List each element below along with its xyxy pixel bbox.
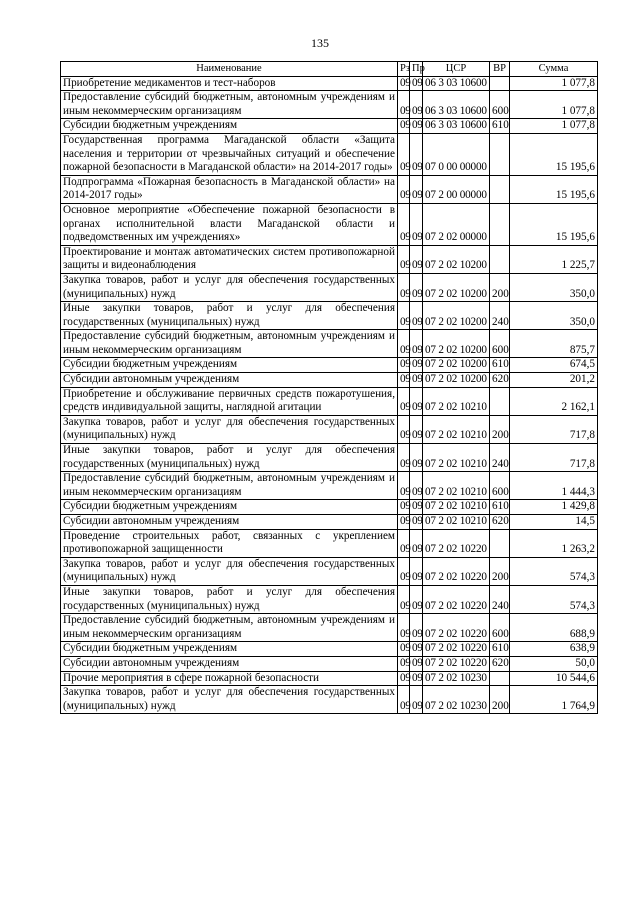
table-row <box>61 175 598 203</box>
row-vr-cell: 610 <box>490 358 510 373</box>
row-sum-cell: 1 077,8 <box>510 91 598 119</box>
table-row <box>61 515 598 530</box>
row-name-cell: Прочие мероприятия в сфере пожарной безопасности <box>61 671 398 686</box>
row-pr-cell: 09 <box>410 373 423 388</box>
row-name-cell: Предоставление субсидий бюджетным, автономным учреждениям и иным некоммерческим организациям <box>61 330 398 358</box>
table-row <box>61 358 598 373</box>
row-sum-cell: 350,0 <box>510 302 598 330</box>
row-rz-cell: 09 <box>398 472 410 500</box>
header-name: Наименование <box>61 62 398 77</box>
table-row <box>61 656 598 671</box>
row-vr-cell: 200 <box>490 273 510 301</box>
table-row <box>61 91 598 119</box>
row-csr-cell: 07 2 02 10210 <box>423 444 490 472</box>
row-sum-cell: 1 077,8 <box>510 119 598 134</box>
row-vr-cell: 610 <box>490 119 510 134</box>
row-vr-cell <box>490 203 510 245</box>
table-header-row <box>61 62 598 77</box>
row-rz-cell: 09 <box>398 387 410 415</box>
row-pr-cell: 09 <box>410 614 423 642</box>
row-rz-cell: 09 <box>398 686 410 714</box>
budget-table <box>60 61 598 714</box>
table-row <box>61 415 598 443</box>
row-rz-cell: 09 <box>398 203 410 245</box>
row-csr-cell: 07 2 02 10210 <box>423 472 490 500</box>
row-vr-cell: 620 <box>490 373 510 388</box>
row-vr-cell: 240 <box>490 302 510 330</box>
table-row <box>61 373 598 388</box>
row-sum-cell: 1 077,8 <box>510 76 598 91</box>
row-name-cell: Закупка товаров, работ и услуг для обеспечения государственных (муниципальных) нужд <box>61 415 398 443</box>
row-pr-cell: 09 <box>410 515 423 530</box>
row-vr-cell: 610 <box>490 642 510 657</box>
row-sum-cell: 1 263,2 <box>510 529 598 557</box>
row-name-cell: Государственная программа Магаданской области «Защита населения и территории от чрезвычайных ситуаций и обеспечение пожарной безопасности в Магаданской области» на 2014-2017 годы» <box>61 133 398 175</box>
row-rz-cell: 09 <box>398 656 410 671</box>
header-sum: Сумма <box>510 62 598 77</box>
row-csr-cell: 06 3 03 10600 <box>423 119 490 134</box>
row-name-cell: Субсидии бюджетным учреждениям <box>61 119 398 134</box>
row-rz-cell: 09 <box>398 133 410 175</box>
row-name-cell: Приобретение медикаментов и тест-наборов <box>61 76 398 91</box>
row-csr-cell: 07 2 02 10200 <box>423 273 490 301</box>
row-pr-cell: 09 <box>410 330 423 358</box>
row-pr-cell: 09 <box>410 203 423 245</box>
row-sum-cell: 10 544,6 <box>510 671 598 686</box>
row-name-cell: Проектирование и монтаж автоматических систем противопожарной защиты и видеонаблюдения <box>61 245 398 273</box>
row-rz-cell: 09 <box>398 614 410 642</box>
row-csr-cell: 07 2 02 10200 <box>423 302 490 330</box>
row-pr-cell: 09 <box>410 273 423 301</box>
row-sum-cell: 674,5 <box>510 358 598 373</box>
row-rz-cell: 09 <box>398 273 410 301</box>
row-csr-cell: 06 3 03 10600 <box>423 91 490 119</box>
row-rz-cell: 09 <box>398 642 410 657</box>
row-rz-cell: 09 <box>398 500 410 515</box>
row-csr-cell: 07 2 02 10210 <box>423 387 490 415</box>
row-csr-cell: 07 0 00 00000 <box>423 133 490 175</box>
row-pr-cell: 09 <box>410 387 423 415</box>
row-csr-cell: 07 2 02 10200 <box>423 358 490 373</box>
row-csr-cell: 07 2 02 10220 <box>423 614 490 642</box>
row-pr-cell: 09 <box>410 585 423 613</box>
row-rz-cell: 09 <box>398 330 410 358</box>
row-sum-cell: 875,7 <box>510 330 598 358</box>
row-csr-cell: 07 2 02 10210 <box>423 500 490 515</box>
row-rz-cell: 09 <box>398 91 410 119</box>
table-row <box>61 585 598 613</box>
table-row <box>61 686 598 714</box>
header-pr: Пр <box>410 62 423 77</box>
row-name-cell: Субсидии бюджетным учреждениям <box>61 500 398 515</box>
row-pr-cell: 09 <box>410 642 423 657</box>
row-rz-cell: 09 <box>398 557 410 585</box>
row-sum-cell: 15 195,6 <box>510 133 598 175</box>
row-rz-cell: 09 <box>398 515 410 530</box>
row-csr-cell: 07 2 02 10220 <box>423 642 490 657</box>
table-row <box>61 472 598 500</box>
row-sum-cell: 201,2 <box>510 373 598 388</box>
row-csr-cell: 07 2 02 10200 <box>423 373 490 388</box>
row-pr-cell: 09 <box>410 175 423 203</box>
row-sum-cell: 717,8 <box>510 415 598 443</box>
page-number: 135 <box>311 36 329 50</box>
row-sum-cell: 574,3 <box>510 557 598 585</box>
row-pr-cell: 09 <box>410 472 423 500</box>
row-csr-cell: 07 2 02 10220 <box>423 529 490 557</box>
row-name-cell: Закупка товаров, работ и услуг для обеспечения государственных (муниципальных) нужд <box>61 686 398 714</box>
row-pr-cell: 09 <box>410 245 423 273</box>
row-pr-cell: 09 <box>410 529 423 557</box>
row-sum-cell: 2 162,1 <box>510 387 598 415</box>
row-vr-cell: 610 <box>490 500 510 515</box>
row-pr-cell: 09 <box>410 656 423 671</box>
row-name-cell: Предоставление субсидий бюджетным, автономным учреждениям и иным некоммерческим организациям <box>61 614 398 642</box>
row-name-cell: Иные закупки товаров, работ и услуг для обеспечения государственных (муниципальных) нужд <box>61 302 398 330</box>
row-csr-cell: 07 2 02 10200 <box>423 330 490 358</box>
row-rz-cell: 09 <box>398 585 410 613</box>
row-vr-cell: 240 <box>490 444 510 472</box>
row-name-cell: Закупка товаров, работ и услуг для обеспечения государственных (муниципальных) нужд <box>61 557 398 585</box>
row-rz-cell: 09 <box>398 529 410 557</box>
header-vr: ВР <box>490 62 510 77</box>
row-rz-cell: 09 <box>398 302 410 330</box>
row-sum-cell: 50,0 <box>510 656 598 671</box>
row-csr-cell: 06 3 03 10600 <box>423 76 490 91</box>
row-rz-cell: 09 <box>398 119 410 134</box>
row-vr-cell: 620 <box>490 656 510 671</box>
row-vr-cell <box>490 245 510 273</box>
row-sum-cell: 574,3 <box>510 585 598 613</box>
table-row <box>61 529 598 557</box>
row-vr-cell <box>490 529 510 557</box>
row-rz-cell: 09 <box>398 444 410 472</box>
row-csr-cell: 07 2 02 10220 <box>423 585 490 613</box>
row-pr-cell: 09 <box>410 557 423 585</box>
row-name-cell: Предоставление субсидий бюджетным, автономным учреждениям и иным некоммерческим организациям <box>61 91 398 119</box>
row-csr-cell: 07 2 02 10230 <box>423 671 490 686</box>
row-pr-cell: 09 <box>410 302 423 330</box>
row-sum-cell: 688,9 <box>510 614 598 642</box>
table-row <box>61 557 598 585</box>
table-row <box>61 444 598 472</box>
table-row <box>61 302 598 330</box>
row-csr-cell: 07 2 02 10200 <box>423 245 490 273</box>
table-body <box>61 76 598 714</box>
row-csr-cell: 07 2 02 10220 <box>423 656 490 671</box>
row-csr-cell: 07 2 02 10210 <box>423 415 490 443</box>
row-sum-cell: 1 444,3 <box>510 472 598 500</box>
row-pr-cell: 09 <box>410 415 423 443</box>
row-rz-cell: 09 <box>398 373 410 388</box>
row-rz-cell: 09 <box>398 175 410 203</box>
row-name-cell: Предоставление субсидий бюджетным, автономным учреждениям и иным некоммерческим организациям <box>61 472 398 500</box>
row-pr-cell: 09 <box>410 91 423 119</box>
row-sum-cell: 638,9 <box>510 642 598 657</box>
table-row <box>61 203 598 245</box>
row-pr-cell: 09 <box>410 358 423 373</box>
table-row <box>61 642 598 657</box>
row-sum-cell: 1 764,9 <box>510 686 598 714</box>
row-vr-cell <box>490 671 510 686</box>
row-csr-cell: 07 2 02 00000 <box>423 203 490 245</box>
row-pr-cell: 09 <box>410 500 423 515</box>
table-row <box>61 245 598 273</box>
row-name-cell: Субсидии автономным учреждениям <box>61 515 398 530</box>
row-name-cell: Субсидии автономным учреждениям <box>61 656 398 671</box>
row-rz-cell: 09 <box>398 671 410 686</box>
row-vr-cell: 600 <box>490 330 510 358</box>
row-sum-cell: 350,0 <box>510 273 598 301</box>
row-csr-cell: 07 2 02 10230 <box>423 686 490 714</box>
row-csr-cell: 07 2 02 10210 <box>423 515 490 530</box>
row-sum-cell: 1 429,8 <box>510 500 598 515</box>
row-sum-cell: 717,8 <box>510 444 598 472</box>
row-pr-cell: 09 <box>410 76 423 91</box>
table-row <box>61 119 598 134</box>
header-csr: ЦСР <box>423 62 490 77</box>
row-pr-cell: 09 <box>410 686 423 714</box>
header-rz: Рз <box>398 62 410 77</box>
table-row <box>61 273 598 301</box>
row-name-cell: Субсидии бюджетным учреждениям <box>61 358 398 373</box>
row-rz-cell: 09 <box>398 76 410 91</box>
row-name-cell: Проведение строительных работ, связанных с укреплением противопожарной защищенности <box>61 529 398 557</box>
row-name-cell: Иные закупки товаров, работ и услуг для обеспечения государственных (муниципальных) нужд <box>61 444 398 472</box>
row-sum-cell: 1 225,7 <box>510 245 598 273</box>
table-row <box>61 76 598 91</box>
row-name-cell: Субсидии бюджетным учреждениям <box>61 642 398 657</box>
row-sum-cell: 14,5 <box>510 515 598 530</box>
row-sum-cell: 15 195,6 <box>510 175 598 203</box>
row-name-cell: Основное мероприятие «Обеспечение пожарной безопасности в органах исполнительной власти Магаданской области и подведомственных им учреждениях» <box>61 203 398 245</box>
row-vr-cell <box>490 76 510 91</box>
row-vr-cell <box>490 175 510 203</box>
row-vr-cell: 200 <box>490 415 510 443</box>
row-rz-cell: 09 <box>398 245 410 273</box>
row-csr-cell: 07 2 00 00000 <box>423 175 490 203</box>
row-vr-cell <box>490 133 510 175</box>
row-rz-cell: 09 <box>398 358 410 373</box>
table-row <box>61 387 598 415</box>
row-name-cell: Субсидии автономным учреждениям <box>61 373 398 388</box>
row-vr-cell: 600 <box>490 472 510 500</box>
row-vr-cell: 620 <box>490 515 510 530</box>
row-name-cell: Закупка товаров, работ и услуг для обеспечения государственных (муниципальных) нужд <box>61 273 398 301</box>
row-vr-cell: 600 <box>490 91 510 119</box>
row-pr-cell: 09 <box>410 119 423 134</box>
row-vr-cell: 200 <box>490 686 510 714</box>
table-row <box>61 330 598 358</box>
table-row <box>61 614 598 642</box>
row-pr-cell: 09 <box>410 671 423 686</box>
row-sum-cell: 15 195,6 <box>510 203 598 245</box>
row-vr-cell: 200 <box>490 557 510 585</box>
table-row <box>61 500 598 515</box>
row-name-cell: Иные закупки товаров, работ и услуг для обеспечения государственных (муниципальных) нужд <box>61 585 398 613</box>
row-vr-cell: 600 <box>490 614 510 642</box>
row-csr-cell: 07 2 02 10220 <box>423 557 490 585</box>
row-vr-cell <box>490 387 510 415</box>
row-name-cell: Подпрограмма «Пожарная безопасность в Магаданской области» на 2014-2017 годы» <box>61 175 398 203</box>
row-pr-cell: 09 <box>410 133 423 175</box>
row-pr-cell: 09 <box>410 444 423 472</box>
row-vr-cell: 240 <box>490 585 510 613</box>
row-name-cell: Приобретение и обслуживание первичных средств пожаротушения, средств индивидуальной защиты, наглядной агитации <box>61 387 398 415</box>
row-rz-cell: 09 <box>398 415 410 443</box>
table-row <box>61 133 598 175</box>
table-row <box>61 671 598 686</box>
